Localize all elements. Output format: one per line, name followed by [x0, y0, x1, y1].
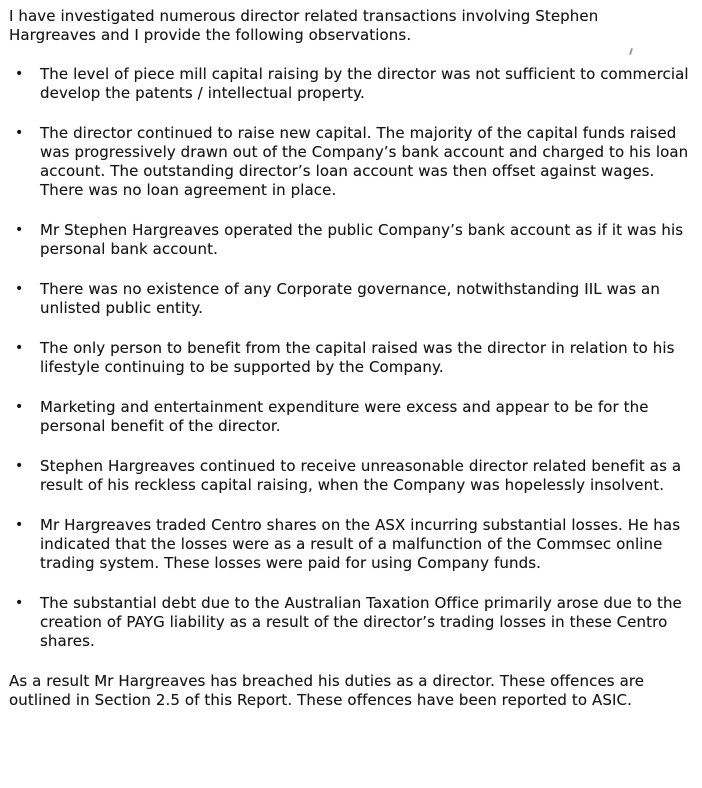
list-item-text: The director continued to raise new capital. The majority of the capital funds raised was progressively drawn out of the Company’s bank account and charged to his loan account. The outstanding director’s loan account was then offset against wages. There was no loan agreement in place. [40, 124, 689, 199]
list-item [9, 339, 690, 377]
list-item-text: There was no existence of any Corporate governance, notwithstanding IIL was an unlisted public entity. [40, 280, 660, 317]
intro-paragraph: I have investigated numerous director related transactions involving Stephen Hargreaves and I provide the following observations. [9, 7, 599, 44]
list-item [9, 65, 690, 103]
list-item-text: The level of piece mill capital raising by the director was not sufficient to commercial develop the patents / intellectual property. [40, 65, 689, 102]
bullet-icon: • [15, 125, 24, 141]
bullet-icon: • [15, 399, 24, 415]
list-item [9, 221, 690, 259]
list-item [9, 516, 690, 573]
list-item [9, 457, 690, 495]
list-item-text: Marketing and entertainment expenditure were excess and appear to be for the personal benefit of the director. [40, 398, 649, 435]
list-item [9, 124, 690, 200]
list-item [9, 398, 690, 436]
bullet-icon: • [15, 517, 24, 533]
bullet-icon: • [15, 595, 24, 611]
observations-list [9, 65, 690, 651]
bullet-icon: • [15, 340, 24, 356]
bullet-icon: • [15, 66, 24, 82]
list-item-text: Stephen Hargreaves continued to receive unreasonable director related benefit as a result of his reckless capital raising, when the Company was hopelessly insolvent. [40, 457, 682, 494]
bullet-icon: • [15, 281, 24, 297]
list-item-text: The only person to benefit from the capital raised was the director in relation to his lifestyle continuing to be supported by the Company. [40, 339, 675, 376]
closing-paragraph: As a result Mr Hargreaves has breached his duties as a director. These offences are outlined in Section 2.5 of this Report. These offences have been reported to ASIC. [9, 672, 645, 709]
scan-artifact [629, 48, 633, 55]
list-item [9, 280, 690, 318]
list-item-text: The substantial debt due to the Australian Taxation Office primarily arose due to the creation of PAYG liability as a result of the director’s trading losses in these Centro shares. [40, 594, 682, 650]
bullet-icon: • [15, 458, 24, 474]
list-item-text: Mr Stephen Hargreaves operated the public Company’s bank account as if it was his personal bank account. [40, 221, 684, 258]
bullet-icon: • [15, 222, 24, 238]
list-item [9, 594, 690, 651]
list-item-text: Mr Hargreaves traded Centro shares on the ASX incurring substantial losses. He has indicated that the losses were as a result of a malfunction of the Commsec online trading system. These losses were paid for using Company funds. [40, 516, 681, 572]
